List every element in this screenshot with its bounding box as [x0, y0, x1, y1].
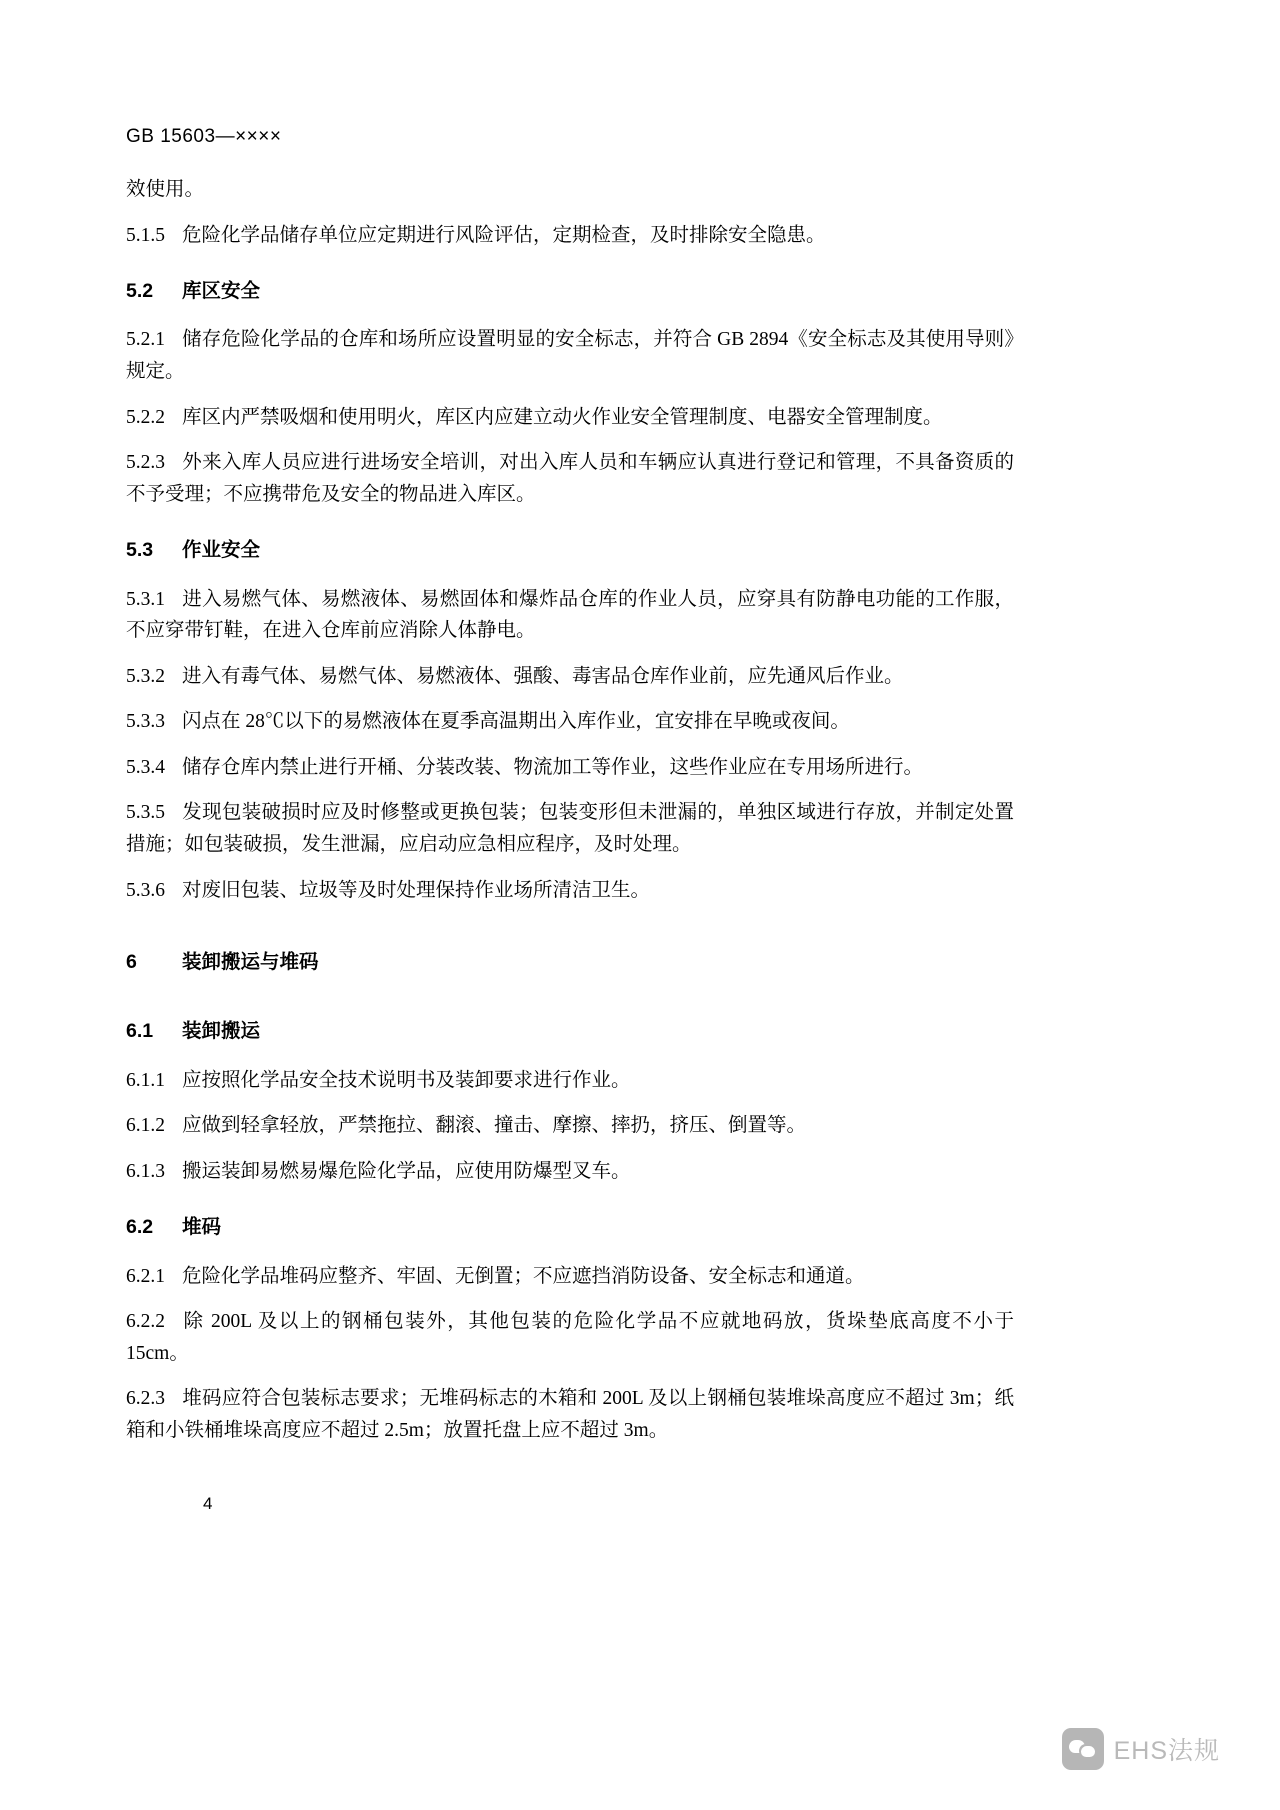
paragraph — [126, 402, 1014, 434]
section-heading — [126, 1213, 1014, 1242]
clause-text: 进入易燃气体、易燃液体、易燃固体和爆炸品仓库的作业人员，应穿具有防静电功能的工作服，不应穿带钉鞋，在进入仓库前应消除人体静电。 — [126, 588, 1014, 642]
clause-number: 6.1 — [126, 1020, 154, 1043]
clause-number: 6.2.3 — [126, 1388, 165, 1410]
clause-number: 5.2.1 — [126, 329, 165, 351]
clause-number: 5.3.5 — [126, 802, 165, 824]
clause-number: 6.1.1 — [126, 1069, 165, 1091]
document-body — [126, 174, 1014, 1447]
clause-text: 库区安全 — [182, 280, 261, 303]
clause-text: 储存危险化学品的仓库和场所应设置明显的安全标志，并符合 GB 2894《安全标志及其使用导则》规定。 — [126, 329, 1014, 382]
paragraph — [126, 447, 1014, 510]
clause-text: 发现包装破损时应及时修整或更换包装；包装变形但未泄漏的，单独区域进行存放，并制定处置措施；如包装破损，发生泄漏，应启动应急相应程序，及时处理。 — [126, 802, 1014, 856]
paragraph — [126, 174, 1014, 206]
clause-number: 5.3.3 — [126, 711, 165, 733]
clause-text: 闪点在 28℃以下的易燃液体在夏季高温期出入库作业，宜安排在早晚或夜间。 — [182, 711, 850, 733]
watermark — [1062, 1728, 1220, 1770]
clause-number: 5.2.2 — [126, 406, 165, 428]
page-number: 4 — [203, 1494, 213, 1513]
paragraph — [126, 1110, 1014, 1142]
chapter-heading — [126, 948, 1014, 977]
clause-number: 6.1.3 — [126, 1160, 165, 1182]
clause-number: 5.2 — [126, 280, 154, 303]
paragraph — [126, 1261, 1014, 1293]
paragraph — [126, 1383, 1014, 1446]
paragraph — [126, 220, 1014, 252]
paragraph — [126, 797, 1014, 860]
clause-text: 效使用。 — [126, 179, 205, 200]
clause-text: 储存仓库内禁止进行开桶、分装改装、物流加工等作业，这些作业应在专用场所进行。 — [182, 756, 924, 778]
clause-text: 装卸搬运与堆码 — [182, 951, 319, 974]
wechat-account-logo-icon — [1062, 1728, 1104, 1770]
clause-text: 外来入库人员应进行进场安全培训，对出入库人员和车辆应认真进行登记和管理，不具备资质的不予受理；不应携带危及安全的物品进入库区。 — [126, 452, 1014, 505]
clause-text: 危险化学品堆码应整齐、牢固、无倒置；不应遮挡消防设备、安全标志和通道。 — [182, 1265, 865, 1287]
paragraph — [126, 584, 1014, 647]
paragraph — [126, 875, 1014, 907]
clause-text: 进入有毒气体、易燃气体、易燃液体、强酸、毒害品仓库作业前，应先通风后作业。 — [182, 665, 904, 687]
clause-text: 应按照化学品安全技术说明书及装卸要求进行作业。 — [182, 1069, 631, 1091]
clause-number: 5.3.2 — [126, 665, 165, 687]
clause-number: 5.3.1 — [126, 588, 165, 610]
clause-number: 5.3 — [126, 539, 154, 562]
paragraph — [126, 1306, 1014, 1369]
section-heading — [126, 1017, 1014, 1046]
clause-number: 6.2 — [126, 1216, 154, 1239]
paragraph — [126, 1065, 1014, 1097]
clause-text: 除 200L 及以上的钢桶包装外，其他包装的危险化学品不应就地码放，货垛垫底高度不小于 15cm。 — [126, 1311, 1014, 1364]
clause-text: 堆码应符合包装标志要求；无堆码标志的木箱和 200L 及以上钢桶包装堆垛高度应不超过 3m；纸箱和小铁桶堆垛高度应不超过 2.5m；放置托盘上应不超过 3m。 — [126, 1388, 1014, 1441]
clause-text: 危险化学品储存单位应定期进行风险评估，定期检查，及时排除安全隐患。 — [182, 224, 826, 246]
paragraph — [126, 752, 1014, 784]
paragraph — [126, 661, 1014, 693]
clause-text: 应做到轻拿轻放，严禁拖拉、翻滚、撞击、摩擦、摔扔，挤压、倒置等。 — [182, 1115, 807, 1137]
clause-text: 搬运装卸易燃易爆危险化学品，应使用防爆型叉车。 — [182, 1160, 631, 1182]
watermark-label: EHS法规 — [1113, 1737, 1220, 1765]
section-heading — [126, 277, 1014, 306]
clause-text: 堆码 — [182, 1216, 222, 1239]
paragraph — [126, 324, 1014, 387]
clause-number: 5.1.5 — [126, 224, 165, 246]
paragraph — [126, 1156, 1014, 1188]
clause-text: 装卸搬运 — [182, 1020, 261, 1043]
clause-number: 6.2.2 — [126, 1311, 165, 1333]
clause-text: 对废旧包装、垃圾等及时处理保持作业场所清洁卫生。 — [182, 879, 651, 901]
clause-number: 5.3.4 — [126, 756, 165, 778]
document-content — [126, 126, 1014, 1461]
clause-number: 6.2.1 — [126, 1265, 165, 1287]
clause-number: 5.3.6 — [126, 879, 165, 901]
clause-number: 5.2.3 — [126, 452, 165, 474]
standard-code-header: GB 15603—×××× — [126, 126, 282, 147]
paragraph — [126, 706, 1014, 738]
section-heading — [126, 536, 1014, 565]
clause-number: 6.1.2 — [126, 1115, 165, 1137]
clause-text: 库区内严禁吸烟和使用明火，库区内应建立动火作业安全管理制度、电器安全管理制度。 — [182, 406, 943, 428]
clause-text: 作业安全 — [182, 539, 261, 562]
clause-number: 6 — [126, 951, 137, 974]
